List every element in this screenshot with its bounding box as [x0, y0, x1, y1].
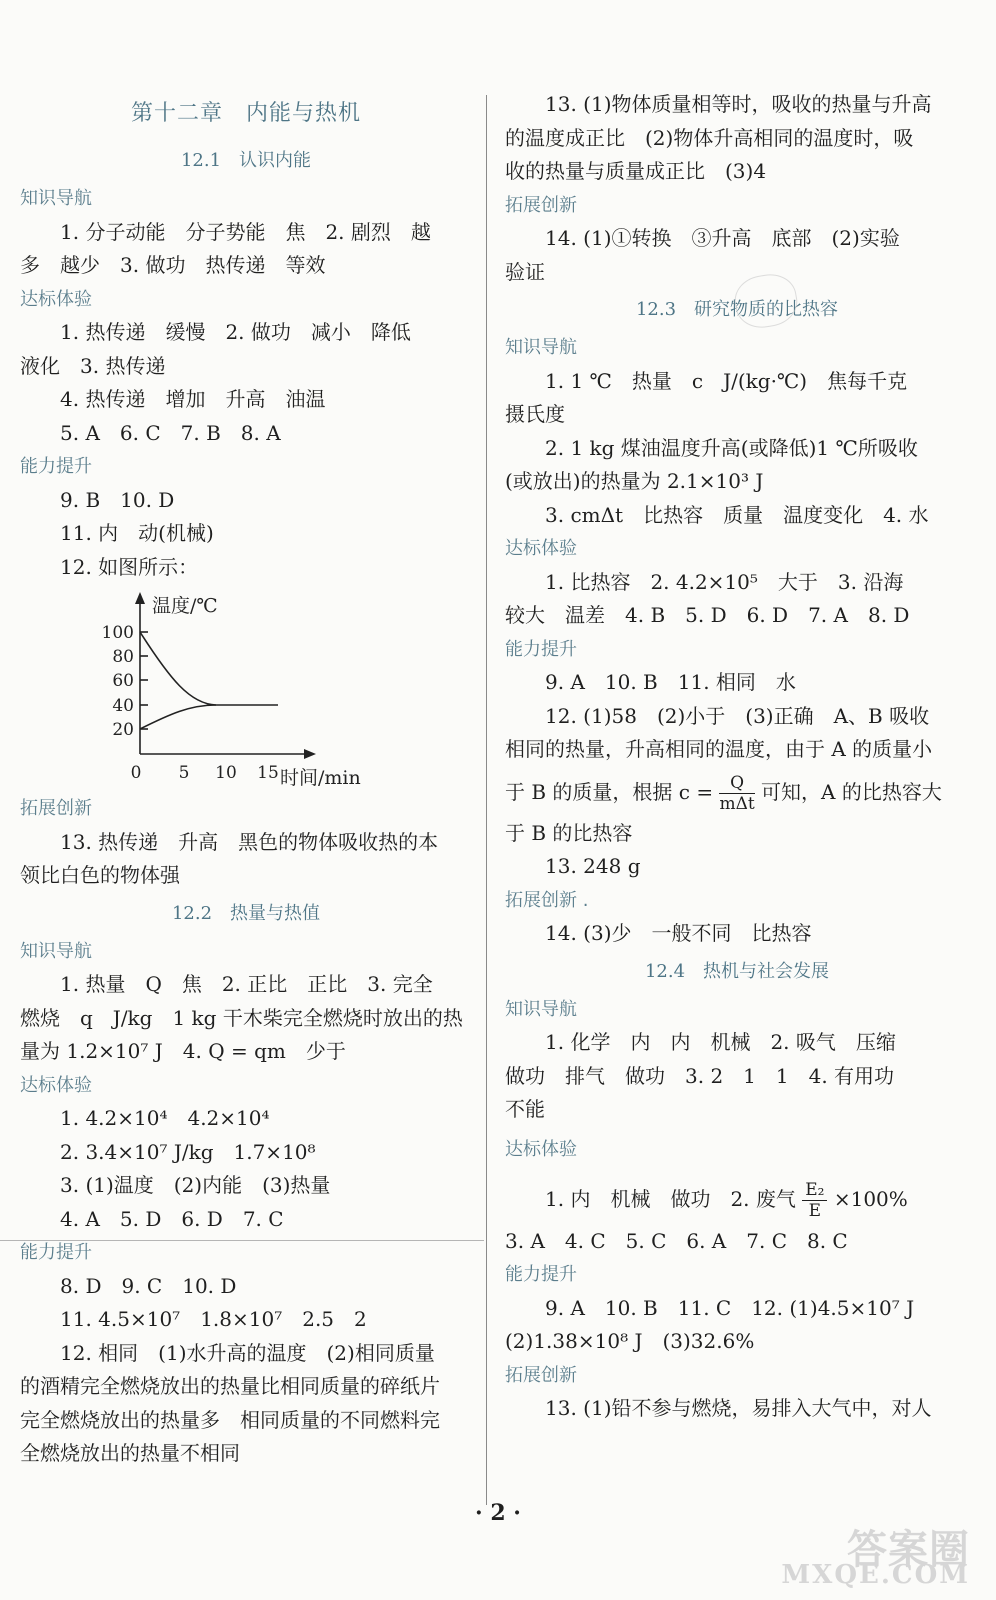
answer-line: 11. 4.5×10⁷ 1.8×10⁷ 2.5 2: [60, 1307, 367, 1331]
answer-line: 摄氏度: [505, 402, 565, 426]
answer-line: 2. 3.4×10⁷ J/kg 1.7×10⁸: [60, 1139, 316, 1164]
temperature-time-svg: [100, 584, 400, 792]
section-label: 达标体验: [20, 288, 92, 310]
section-label: 知识导航: [505, 337, 577, 358]
answer-line-with-formula: [505, 1173, 969, 1225]
x-tick-label: 10: [215, 763, 237, 783]
answer-line: 12. 如图所示：: [60, 554, 199, 579]
y-axis-label: 温度/℃: [152, 595, 218, 617]
answer-line: 3. cmΔt 比热容 质量 温度变化 4. 水: [545, 502, 929, 527]
answer-line: 13. (1)物体质量相等时，吸收的热量与升高: [545, 92, 932, 116]
hot-water-cooling-curve: [140, 632, 278, 705]
answer-line: 9. B 10. D: [60, 487, 175, 512]
section-title-12-2: 12.2 热量与热值: [171, 902, 321, 924]
answer-line: 8. D 9. C 10. D: [60, 1273, 237, 1298]
column-divider: [486, 95, 487, 1505]
answer-line: (或放出)的热量为 2.1×10³ J: [505, 469, 764, 493]
section-label: 达标体验: [505, 538, 577, 559]
answer-line: 3. (1)温度 (2)内能 (3)热量: [60, 1173, 331, 1197]
temperature-graph: [20, 584, 472, 792]
section-label: 能力提升: [505, 638, 577, 660]
answer-line: 13. 热传递 升高 黑色的物体吸收热的本: [60, 829, 439, 854]
section-label: 拓展创新: [505, 194, 577, 216]
answer-line: 液化 3. 热传递: [20, 353, 166, 378]
answer-line: 4. A 5. D 6. D 7. C: [60, 1206, 284, 1231]
watermark-url: MXQE.COM: [781, 1560, 970, 1590]
y-tick-label: 100: [101, 623, 134, 643]
fraction-denominator: E: [808, 1200, 822, 1221]
answer-line: 燃烧 q J/kg 1 kg 干木柴完全燃烧时放出的热: [20, 1005, 463, 1030]
answer-line: 9. A 10. B 11. C 12. (1)4.5×10⁷ J: [545, 1295, 915, 1320]
section-label: 拓展创新: [505, 1364, 577, 1386]
answer-line: 1. 化学 内 内 机械 2. 吸气 压缩: [545, 1030, 896, 1054]
x-tick-label: 0: [130, 763, 142, 783]
answer-line-with-formula: [505, 767, 969, 817]
section-label: 能力提升: [20, 1242, 92, 1263]
answer-line: 的温度成正比 (2)物体升高相同的温度时，吸: [505, 125, 914, 150]
section-title-12-3: 12.3 研究物质的比热容: [635, 299, 839, 320]
answer-line: 多 越少 3. 做功 热传递 等效: [20, 253, 326, 277]
formula-prefix: 于 B 的质量，根据 c =: [505, 779, 714, 804]
section-label: 拓展创新 .: [505, 889, 589, 911]
answer-line: 14. (1)①转换 ③升高 底部 (2)实验: [545, 226, 900, 250]
section-title-12-4: 12.4 热机与社会发展: [644, 960, 830, 982]
section-label: 能力提升: [505, 1264, 577, 1285]
y-tick-label: 80: [112, 647, 134, 667]
x-axis-arrow: [304, 749, 316, 759]
y-axis-arrow: [135, 592, 145, 604]
answer-line: 2. 1 kg 煤油温度升高(或降低)1 ℃所吸收: [545, 435, 918, 460]
efficiency-fraction: [802, 1180, 827, 1221]
section-label: 能力提升: [20, 456, 92, 477]
cold-water-heating-curve: [140, 705, 216, 729]
formula-suffix: 可知，A 的比热容大: [761, 779, 942, 804]
answer-line: (2)1.38×10⁸ J (3)32.6%: [505, 1329, 755, 1353]
answer-line: 较大 温差 4. B 5. D 6. D 7. A 8. D: [505, 603, 910, 627]
answer-line: 3. A 4. C 5. C 6. A 7. C 8. C: [505, 1228, 848, 1253]
left-column: [20, 88, 472, 1471]
fraction-numerator: E₂: [802, 1180, 827, 1201]
answer-line: 相同的热量，升高相同的温度，由于 A 的质量小: [505, 737, 933, 761]
answer-line: 12. (1)58 (2)小于 (3)正确 A、B 吸收: [545, 703, 930, 728]
answer-line: 1. 4.2×10⁴ 4.2×10⁴: [60, 1106, 270, 1130]
answer-line: 1. 分子动能 分子势能 焦 2. 剧烈 越: [60, 219, 431, 244]
answer-line: 做功 排气 做功 3. 2 1 1 4. 有用功: [505, 1063, 895, 1088]
y-tick-label: 60: [112, 671, 134, 691]
y-tick-label: 20: [112, 720, 134, 740]
x-axis-label: 时间/min: [280, 767, 361, 789]
section-label: 知识导航: [20, 940, 92, 962]
answer-line: 11. 内 动(机械): [60, 521, 214, 545]
answer-line: 量为 1.2×10⁷ J 4. Q = qm 少于: [20, 1039, 346, 1063]
section-label: 知识导航: [20, 188, 92, 209]
fraction-numerator: Q: [719, 773, 754, 794]
answer-line: 1. 热传递 缓慢 2. 做功 减小 降低: [60, 320, 411, 344]
answer-line: 1. 热量 Q 焦 2. 正比 正比 3. 完全: [60, 972, 433, 996]
page-number: · 2 ·: [475, 1500, 521, 1526]
answer-line: 于 B 的比热容: [505, 820, 633, 845]
answer-line: 13. (1)铅不参与燃烧，易排入大气中，对人: [545, 1396, 932, 1420]
answer-line: 5. A 6. C 7. B 8. A: [60, 420, 281, 445]
section-label: 达标体验: [20, 1074, 92, 1096]
answer-line: 完全燃烧放出的热量多 相同质量的不同燃料完: [20, 1407, 440, 1432]
section-label: 拓展创新: [20, 798, 92, 819]
fraction-denominator: mΔt: [719, 793, 755, 814]
answer-line: 收的热量与质量成正比 (3)4: [505, 159, 767, 183]
answer-line: 4. 热传递 增加 升高 油温: [60, 387, 326, 411]
formula-suffix: ×100%: [833, 1186, 908, 1211]
answer-line: 12. 相同 (1)水升高的温度 (2)相同质量: [60, 1340, 435, 1365]
answer-line: 13. 248 g: [545, 854, 641, 878]
fraction-formula: [719, 773, 754, 814]
y-tick-label: 40: [112, 696, 134, 716]
answer-line: 1. 1 ℃ 热量 c J/(kg·℃) 焦每千克: [545, 368, 908, 393]
answer-line: 的酒精完全燃烧放出的热量比相同质量的碎纸片: [20, 1374, 440, 1398]
x-tick-label: 15: [257, 763, 279, 783]
x-tick-label: 5: [178, 763, 190, 783]
chapter-title: 第十二章 内能与热机: [130, 101, 361, 126]
section-label: 达标体验: [505, 1138, 577, 1160]
answer-line: 全燃烧放出的热量不相同: [20, 1441, 240, 1465]
answer-line: 1. 比热容 2. 4.2×10⁵ 大于 3. 沿海: [545, 569, 904, 594]
answer-line: 不能: [505, 1097, 545, 1121]
section-title-12-1: 12.1 认识内能: [180, 150, 312, 171]
answer-line: 14. (3)少 一般不同 比热容: [545, 921, 812, 945]
answer-line: 验证: [505, 259, 545, 284]
section-label: 知识导航: [505, 998, 577, 1020]
answer-line: 领比白色的物体强: [20, 863, 180, 887]
watermark-logo: 答案圈: [847, 1526, 970, 1573]
formula-prefix: 1. 内 机械 做功 2. 废气: [545, 1186, 796, 1211]
answer-line: 9. A 10. B 11. 相同 水: [545, 670, 796, 694]
